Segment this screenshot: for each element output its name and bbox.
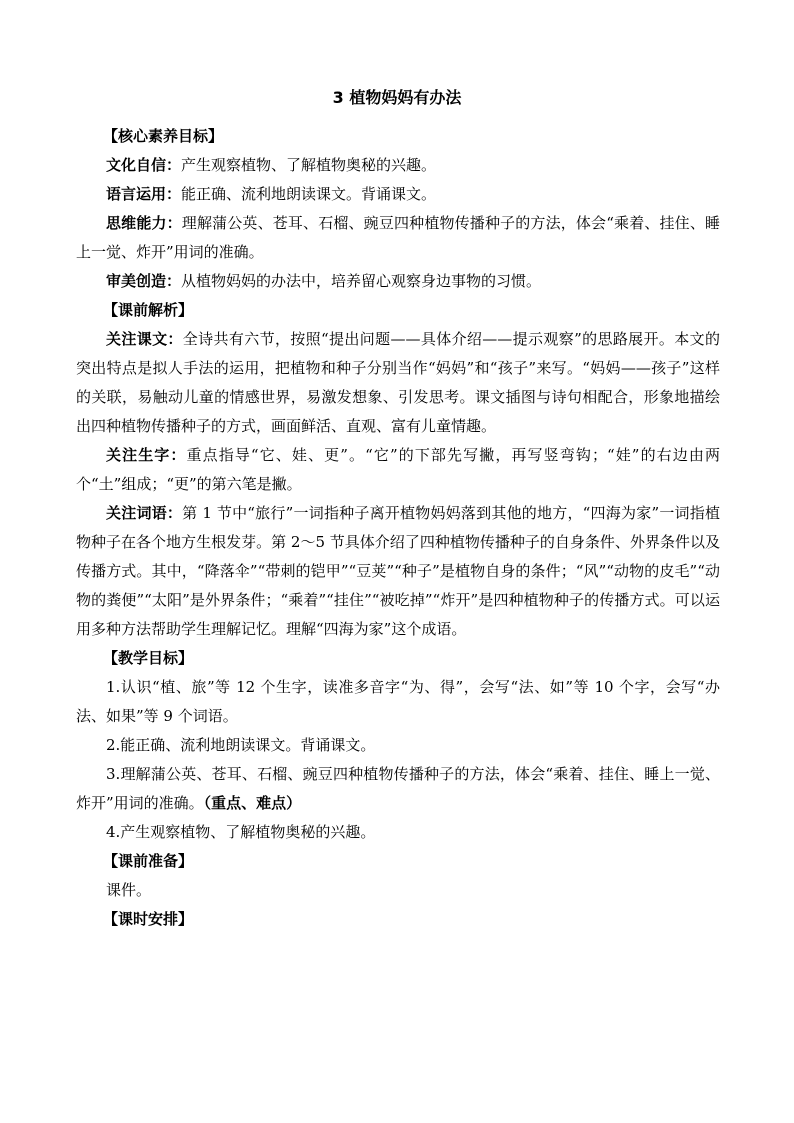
core-goal-label: 审美创造： <box>106 272 182 290</box>
core-goal-text: 理解蒲公英、苍耳、石榴、豌豆四种植物传播种子的方法，体会“乘着、挂住、睡上一觉、炸开”用词的准确。 <box>76 214 720 261</box>
core-goal-text: 能正确、流利地朗读课文。背诵课文。 <box>181 185 437 203</box>
analysis-label: 关注生字： <box>106 446 187 464</box>
core-goal-label: 文化自信： <box>106 156 182 174</box>
core-goal-language <box>76 180 720 209</box>
analysis-text: 全诗共有六节，按照“提出问题——具体介绍——提示观察”的思路展开。本文的突出特点是拟人手法的运用，把植物和种子分别当作“妈妈”和“孩子”来写。“妈妈——孩子”这样的关联，易触动儿童的情感世界，易激发想象、引发思考。课文插图与诗句相配合，形象地描绘出四种植物传播种子的方式，画面鲜活、直观、富有儿童情趣。 <box>76 330 720 435</box>
teaching-goal-text: 4.产生观察植物、了解植物奥秘的兴趣。 <box>106 823 376 841</box>
lesson-title: 3 植物妈妈有办法 <box>332 88 462 107</box>
core-goal-culture <box>76 151 720 180</box>
teaching-goal-item <box>76 818 720 847</box>
teaching-goal-text: 2.能正确、流利地朗读课文。背诵课文。 <box>106 736 376 754</box>
analysis-text-focus <box>76 325 720 441</box>
teaching-goal-emphasis: （重点、难点） <box>203 794 302 812</box>
analysis-label: 关注词语： <box>106 504 183 522</box>
preparation-heading: 【课前准备】 <box>103 852 194 870</box>
analysis-label: 关注课文： <box>106 330 183 348</box>
core-goal-text: 产生观察植物、了解植物奥秘的兴趣。 <box>181 156 437 174</box>
teaching-goals-heading: 【教学目标】 <box>103 649 194 667</box>
schedule-heading: 【课时安排】 <box>103 910 194 928</box>
core-goal-text: 从植物妈妈的办法中，培养留心观察身边事物的习惯。 <box>181 272 542 290</box>
preparation-text: 课件。 <box>106 881 152 899</box>
analysis-characters-focus <box>76 441 720 499</box>
teaching-goal-item <box>76 731 720 760</box>
analysis-words-focus <box>76 499 720 644</box>
analysis-heading: 【课前解析】 <box>103 301 194 319</box>
teaching-goal-text: 1.认识“植、旅”等 12 个生字，读准多音字“为、得”，会写“法、如”等 10 个字，会写“办法、如果”等 9 个词语。 <box>76 678 720 725</box>
teaching-goal-item <box>76 760 720 818</box>
analysis-text: 重点指导“它、娃、更”。“它”的下部先写撇，再写竖弯钩；“娃”的右边由两个“土”组成；“更”的第六笔是撇。 <box>76 446 720 493</box>
core-goal-label: 语言运用： <box>106 185 182 203</box>
core-goal-label: 思维能力： <box>106 214 182 232</box>
teaching-goal-item <box>76 673 720 731</box>
core-goal-aesthetic <box>76 267 720 296</box>
teaching-goal-text: 3.理解蒲公英、苍耳、石榴、豌豆四种植物传播种子的方法，体会“乘着、挂住、睡上一觉、炸开”用词的准确。 <box>76 765 720 812</box>
core-goals-heading: 【核心素养目标】 <box>103 127 224 145</box>
core-goal-thinking <box>76 209 720 267</box>
analysis-text: 第 1 节中“旅行”一词指种子离开植物妈妈落到其他的地方，“四海为家”一词指植物种子在各个地方生根发芽。第 2～5 节具体介绍了四种植物传播种子的自身条件、外界条件以及传播方式。其中，“降落伞”“带刺的铠甲”“豆荚”“种子”是植物自身的条件；“风”“动物的皮毛”“动物的粪便”“太阳”是外界条件；“乘着”“挂住”“被吃掉”“炸开”是四种植物种子的传播方式。可以运用多种方法帮助学生理解记忆。理解“四海为家”这个成语。 <box>76 504 720 638</box>
document-body <box>76 122 720 934</box>
